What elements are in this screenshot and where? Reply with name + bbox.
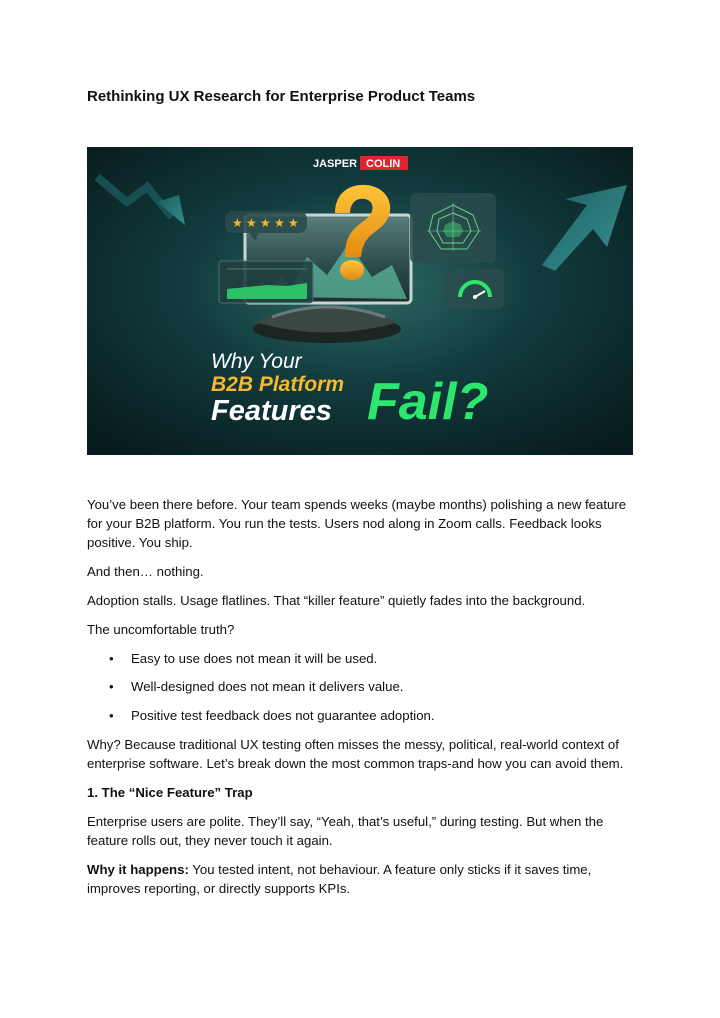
svg-text:★: ★: [274, 216, 285, 230]
svg-text:★: ★: [246, 216, 257, 230]
hero-image: [87, 147, 633, 455]
section-heading: 1. The “Nice Feature” Trap: [87, 784, 253, 800]
paragraph: And then… nothing.: [87, 564, 204, 580]
list-item: • Positive test feedback does not guarantee adoption.: [131, 706, 633, 725]
paragraph: [87, 860, 633, 898]
brand-logo: [313, 156, 408, 170]
radar-chart-card: [410, 193, 496, 263]
svg-text:COLIN: COLIN: [366, 158, 401, 170]
svg-text:JASPER: JASPER: [313, 158, 358, 170]
svg-text:★: ★: [232, 216, 243, 230]
list-item: • Easy to use does not mean it will be used.: [131, 649, 633, 668]
article-body: [87, 495, 633, 908]
headline-accent: Fail?: [367, 373, 489, 431]
bullet-list: [87, 649, 633, 726]
paragraph: You’ve been there before. Your team spends weeks (maybe months) polishing a new feature for your B2B platform. You run the tests. Users nod along in Zoom calls. Feedback looks positive. You ship.: [87, 497, 627, 551]
paragraph-text: You tested intent, not behaviour. A feature only sticks if it saves time, improves reporting, or directly supports KPIs.: [87, 861, 592, 896]
paragraph: Enterprise users are polite. They’ll say, “Yeah, that’s useful,” during testing. But when the feature rolls out, they never touch it again.: [87, 813, 604, 848]
paragraph: Adoption stalls. Usage flatlines. That “killer feature” quietly fades into the background.: [87, 593, 586, 608]
headline-line-3: Features: [211, 395, 332, 427]
paragraph: The uncomfortable truth?: [87, 621, 235, 637]
page-title: Rethinking UX Research for Enterprise Product Teams: [87, 88, 476, 105]
line-chart-card: [219, 261, 313, 303]
paragraph: Why? Because traditional UX testing often misses the messy, political, real-world context of enterprise software. Let’s break down the most common traps-and how you can avoid them.: [87, 736, 624, 772]
gauge-card: [446, 269, 504, 309]
star-icon: [232, 216, 299, 230]
headline-line-1: Why Your: [211, 350, 302, 373]
list-item: • Well-designed does not mean it delivers value.: [131, 677, 633, 696]
paragraph-label: Why it happens:: [87, 861, 189, 877]
svg-text:★: ★: [260, 216, 271, 230]
svg-text:★: ★: [288, 216, 299, 230]
headline-line-2: B2B Platform: [211, 373, 345, 396]
